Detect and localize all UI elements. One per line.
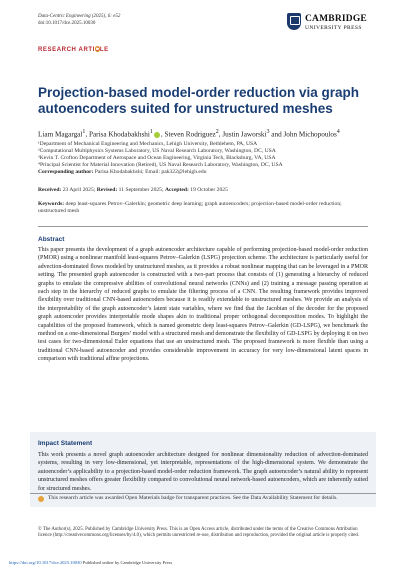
doi-link[interactable]: https://doi.org/10.1017/dce.2025.10030 (9, 560, 82, 565)
badge-note: This research article was awarded Open Materials badge for transparent practices. See the Data Availability Statement for details. (48, 495, 338, 501)
orcid-icon[interactable] (154, 132, 160, 138)
keywords (38, 201, 358, 215)
received-date: 23 April 2025; (62, 187, 96, 193)
corresponding-label: Corresponding author: (38, 169, 94, 175)
article-type-label: RESEARCH ARTICLE (38, 47, 109, 53)
publisher-subtitle: UNIVERSITY PRESS (305, 25, 362, 31)
author-affiliation-sup: 4 (336, 129, 340, 135)
author-name[interactable]: Steven Rodriguez (164, 130, 216, 139)
revised-date: 11 September 2025; (118, 187, 164, 193)
impact-text: This work presents a novel graph autoencoder architecture designed for nonlinear dimensionality reduction of advection-dominated systems, resulting in very low-dimensional, yet interpretable, representations of the high-dimensional system. We demonstrate the autoencoder’s applicability to a projection-based model-order reduction framework. The graph autoencoder’s natural ability to represent unstructured meshes offers greater flexibility compared to convolutional neural network-based autoencoders, which are inherently suited for structured meshes. (38, 452, 368, 492)
page-footer (9, 560, 172, 565)
author-affiliation-sup: 3 (266, 129, 270, 135)
badge-divider (30, 493, 376, 494)
author-affiliation-sup: 1 (82, 129, 86, 135)
accepted-date: 19 October 2025 (190, 187, 228, 193)
affiliation: ¹Department of Mechanical Engineering and Mechanics, Lehigh University, Bethlehem, PA, USA (38, 141, 258, 147)
university-shield-icon (287, 13, 301, 30)
author-affiliation-sup: 2 (215, 129, 219, 135)
impact-heading: Impact Statement (38, 440, 93, 447)
article-title: Projection-based model-order reduction via graph autoencoders suited for unstructured meshes (38, 85, 360, 116)
affiliation: ³Kevin T. Crofton Department of Aerospace and Ocean Engineering, Virginia Tech, Blacksburg, VA, USA (38, 155, 276, 161)
publisher-logo (287, 12, 367, 42)
copyright-notice: © The Author(s), 2025. Published by Cambridge University Press. This is an Open Access article, distributed under the terms of the Creative Commons Attribution licence (http://creativecommons.org/licenses/by/4.0), which permits unrestricted re-use, distribution and reproduction, provided the original article is properly cited. (38, 527, 360, 539)
accepted-label: Accepted: (164, 187, 189, 193)
keywords-label: Keywords: (38, 201, 65, 207)
journal-citation: Data-Centric Engineering (2025), 6: e52 (38, 14, 121, 19)
author-list: Liam Magargal$^1$, Parisa Khodabakhshi$^1$ , Steven Rodriguez$^2$, Justin Jaworski$^3$ and John Michopoulos$^4$ (38, 129, 340, 139)
abstract-text: This paper presents the development of a graph autoencoder architecture capable of performing projection-based model-order reduction (PMOR) using a nonlinear manifold least-squares Petrov–Galerkin (LSPG) projection scheme. The architecture is particularly useful for advection-dominated flows modeled by unstructured meshes, as it provides a robust nonlinear mapping that can be leveraged in a PMOR setting. The presented graph autoencoder is constructed with a two-part process that consists of (1) generating a hierarchy of reduced graphs to emulate the compressive abilities of convolutional neural networks (CNNs) and (2) training a message passing operation at each step in the hierarchy of reduced graphs to emulate the filtering process of a CNN. The resulting framework provides improved flexibility over traditional CNN-based autoencoders because it is readily extendable to unstructured meshes. We provide an analysis of the interpretability of the graph autoencoder’s latent state variables, where we find that the Jacobian of the decoder for the proposed graph autoencoder provides interpretable mode shapes akin to traditional proper orthogonal decomposition modes. To highlight the capabilities of the proposed framework, which is named geometric deep least-squares Petrov–Galerkin (GD-LSPG), we benchmark the method on a one-dimensional Burgers’ model with a structured mesh and demonstrate the flexibility of GD-LSPG by deploying it on two test cases for two-dimensional Euler equations that use an unstructured mesh. The proposed framework is more flexible than using a traditional CNN-based autoencoder and provides considerable improvement in accuracy for very low-dimensional latent spaces in comparison with traditional affine projections. (38, 247, 368, 363)
author-affiliation-sup: 1 (149, 129, 153, 135)
received-label: Received: (38, 187, 62, 193)
open-materials-badge-icon (38, 496, 44, 502)
author-name[interactable]: Justin Jaworski (222, 130, 267, 139)
affiliation: ⁴Principal Scientist for Material Innovation (Retired), US Naval Research Laboratory, Washington, DC, USA (38, 162, 283, 168)
affiliation: ²Computational Multiphysics Systems Laboratory, US Naval Research Laboratory, Washington, DC, USA (38, 148, 276, 154)
section-divider (38, 226, 368, 227)
revised-label: Revised: (96, 187, 118, 193)
article-dates (38, 187, 378, 193)
author-name[interactable]: Liam Magargal (38, 130, 83, 139)
publisher-name: CAMBRIDGE (305, 14, 367, 24)
doi-line: doi:10.1017/dce.2025.10030 (38, 21, 96, 26)
open-access-icon (95, 46, 100, 52)
abstract-heading: Abstract (38, 236, 65, 243)
keywords-text: deep least-squares Petrov–Galerkin; geometric deep learning; graph autoencoders; projection-based model-order reduction; unstructured mesh (38, 201, 342, 214)
footer-suffix: Published online by Cambridge University Press (81, 560, 173, 565)
author-name[interactable]: John Michopoulos (283, 130, 337, 139)
corresponding-text[interactable]: Parisa Khodabakhshi; Email: pak322@lehigh.edu (94, 169, 207, 175)
corresponding-author (38, 169, 378, 176)
author-name[interactable]: Parisa Khodabakhshi (88, 130, 150, 139)
